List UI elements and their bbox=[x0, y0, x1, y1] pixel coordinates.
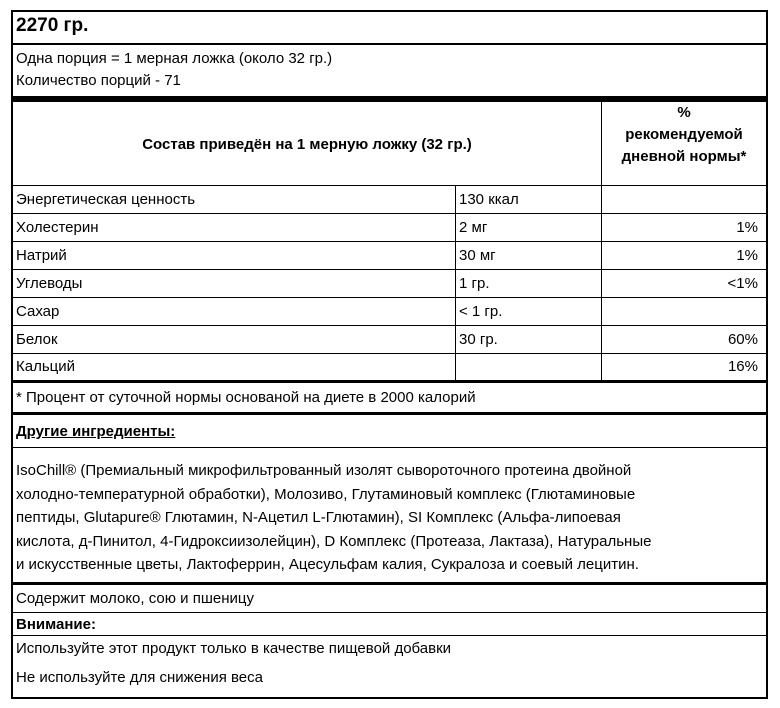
row-divider bbox=[13, 353, 766, 354]
ingredients-line: IsoChill® (Премиальный микрофильтрованный изолят сывороточного протеина двойной bbox=[16, 462, 632, 479]
allergen-statement: Содержит молоко, сою и пшеницу bbox=[16, 590, 254, 607]
column-divider bbox=[601, 186, 602, 381]
ingredients-line: и искусственные цветы, Лактоферрин, Ацесульфам калия, Сукралоза и соевый лецитин. bbox=[16, 556, 639, 573]
row-divider bbox=[13, 325, 766, 326]
supplement-facts-panel bbox=[11, 10, 768, 699]
nutrient-percent: 1% bbox=[736, 219, 758, 236]
nutrient-name: Энергетическая ценность bbox=[16, 191, 196, 208]
column-divider bbox=[601, 102, 602, 185]
ingredients-line: холодно-температурной обработки), Молозиво, Глутаминовый комплекс (Глютаминовые bbox=[16, 485, 636, 503]
thick-divider bbox=[13, 582, 766, 585]
nutrient-amount: 130 ккал bbox=[459, 191, 519, 208]
servings-count: Количество порций - 71 bbox=[16, 72, 181, 89]
ingredients-line: пептиды, Glutapure® Глютамин, N-Ацетил L-Глютамин), SI Комплекс (Альфа-липоевая bbox=[16, 509, 621, 526]
divider bbox=[13, 447, 766, 448]
nutrient-name: Кальций bbox=[16, 358, 75, 375]
nutrient-amount: 2 мг bbox=[459, 219, 488, 236]
row-divider bbox=[13, 213, 766, 214]
package-weight-title: 2270 гр. bbox=[16, 15, 89, 36]
nutrient-amount: 1 гр. bbox=[459, 275, 490, 292]
warning-line: Не используйте для снижения веса bbox=[16, 669, 263, 686]
ingredients-list bbox=[16, 459, 764, 577]
nutrient-percent: <1% bbox=[727, 275, 758, 292]
column-divider bbox=[455, 186, 456, 381]
warning-line: Используйте этот продукт только в качестве пищевой добавки bbox=[16, 640, 452, 657]
table-header-daily-value: % рекомендуемой дневной нормы* bbox=[621, 104, 747, 165]
serving-size: Одна порция = 1 мерная ложка (около 32 гр.) bbox=[16, 50, 333, 67]
nutrient-name: Холестерин bbox=[16, 219, 99, 236]
row-divider bbox=[13, 241, 766, 242]
divider bbox=[13, 612, 766, 613]
nutrient-name: Углеводы bbox=[16, 275, 83, 292]
nutrient-percent: 1% bbox=[736, 247, 758, 264]
ingredients-line: кислота, д-Пинитол, 4-Гидроксиизолейцин), D Комплекс (Протеаза, Лактаза), Натуральные bbox=[16, 532, 652, 550]
divider bbox=[13, 185, 766, 186]
nutrient-amount: 30 мг bbox=[459, 247, 496, 264]
nutrient-name: Натрий bbox=[16, 247, 67, 264]
nutrient-name: Сахар bbox=[16, 303, 60, 320]
nutrient-amount: 30 гр. bbox=[459, 331, 498, 348]
warning-heading: Внимание: bbox=[16, 616, 96, 633]
nutrient-percent: 16% bbox=[727, 358, 758, 375]
thick-divider bbox=[13, 412, 766, 415]
nutrient-percent: 60% bbox=[727, 331, 758, 348]
daily-value-footnote: * Процент от суточной нормы основаной на диете в 2000 калорий bbox=[16, 389, 476, 406]
nutrient-name: Белок bbox=[16, 331, 58, 348]
row-divider bbox=[13, 269, 766, 270]
divider bbox=[13, 43, 766, 45]
row-divider bbox=[13, 297, 766, 298]
nutrient-amount: < 1 гр. bbox=[459, 303, 503, 320]
divider bbox=[13, 635, 766, 636]
table-header-composition: Состав приведён на 1 мерную ложку (32 гр.) bbox=[142, 136, 472, 153]
thick-divider bbox=[13, 380, 766, 383]
other-ingredients-heading: Другие ингредиенты: bbox=[16, 423, 176, 440]
